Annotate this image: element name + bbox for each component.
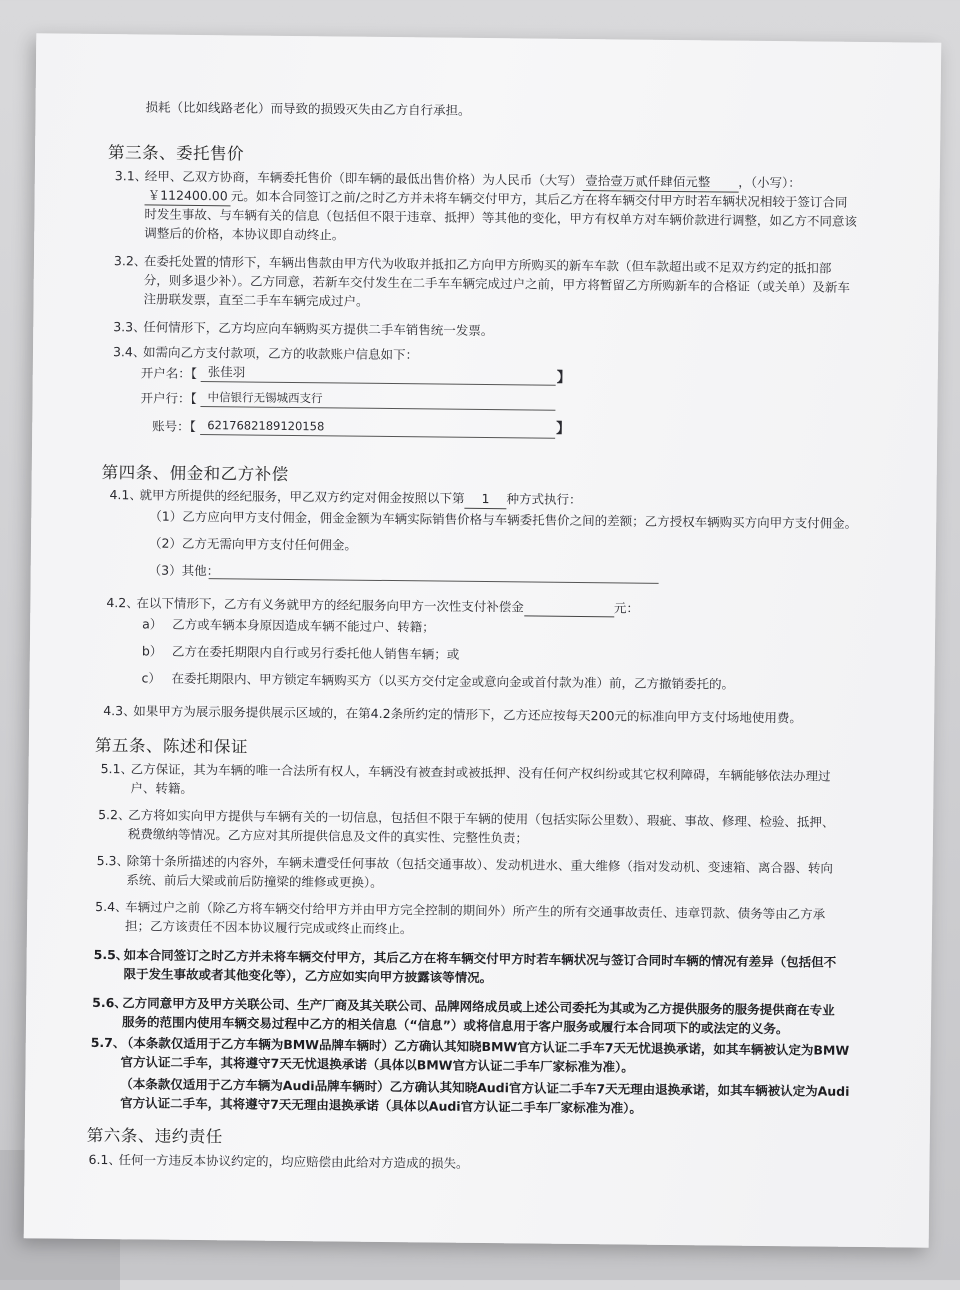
item-b-label: b） (141, 643, 163, 659)
item-c-label: c） (141, 670, 162, 686)
continued-line: 损耗（比如线路老化）而导致的损毁灭失由乙方自行承担。 (145, 99, 471, 118)
clause-6-1-text: 任何一方违反本协议约定的，均应赔偿由此给对方造成的损失。 (118, 1152, 469, 1171)
clause-4-2-number: 4.2、 (106, 595, 139, 611)
contract-page (24, 33, 942, 1247)
clause-3-1-text-b: ，（小写）： (738, 174, 801, 191)
clause-5-2-number: 5.2、 (98, 806, 131, 823)
clause-5-7-line-2: 官方认证二手车，其将遵守7天无忧退换承诺（具体以BMW官方认证二手车厂家标准为准）。 (120, 1054, 634, 1075)
clause-5-6-number: 5.6、 (92, 994, 127, 1011)
clause-3-1-line-4: 调整后的价格，本协议即自动终止。 (144, 225, 345, 243)
clause-5-7-number: 5.7、 (90, 1034, 126, 1051)
clause-4-3-number: 4.3、 (103, 703, 136, 719)
commission-option-2: （2）乙方无需向甲方支付任何佣金。 (148, 535, 358, 553)
clause-5-5-number: 5.5、 (93, 946, 129, 963)
clause-5-3-line-1: 除第十条所描述的内容外，车辆未遭受任何事故（包括交通事故）、发动机进水、重大维修（指对发动机、变速箱、离合器、转向 (126, 853, 833, 876)
contract-content (24, 33, 942, 1247)
clause-5-4-number: 5.4、 (95, 898, 128, 915)
compensation-amount-blank (524, 601, 614, 617)
account-name-label: 开户名：【 (140, 365, 198, 381)
clause-5-1-line-2: 户、转籍。 (130, 780, 194, 796)
clause-5-4-line-2: 担；乙方该责任不因本协议履行完成或终止而终止。 (124, 918, 413, 937)
clause-5-1-line-1: 乙方保证，其为车辆的唯一合法所有权人，车辆没有被查封或被抵押、没有任何产权纠纷或其它权利障碍，车辆能够依法办理过 (130, 761, 831, 784)
clause-5-3-number: 5.3、 (96, 852, 130, 869)
clause-6-1-number: 6.1、 (88, 1151, 122, 1168)
clause-5-2-line-2: 税费缴纳等情况。乙方应对其所提供信息及文件的真实性、完整性负责； (127, 826, 529, 846)
price-in-numbers: ￥112400.00 (145, 186, 231, 206)
commission-option-3: （3）其他： (148, 562, 220, 579)
item-a-label: a） (142, 616, 163, 632)
clause-3-2-number: 3.2、 (113, 253, 147, 269)
item-c-text: 在委托期限内、甲方锁定车辆购买方（以买方交付定金或意向金或首付款为准）前，乙方撤销委托的。 (171, 670, 735, 692)
commission-option-1: （1）乙方应向甲方支付佣金，佣金金额为车辆实际销售价格与车辆委托售价之间的差额；乙方授权车辆购买方向甲方支付佣金。 (149, 508, 858, 531)
clause-3-4-text: 如需向乙方支付款项，乙方的收款账户信息如下： (142, 344, 419, 363)
clause-4-1-text-b: 种方式执行： (506, 491, 582, 508)
account-name-underline (201, 381, 556, 386)
account-name-bracket: 】 (556, 369, 571, 386)
clause-5-3-line-2: 系统、前后大梁或前后防撞梁的维修或更换）。 (126, 872, 383, 890)
clause-4-1-text-a: 就甲方所提供的经纪服务，甲乙双方约定对佣金按照以下第 (139, 487, 465, 506)
commission-option-choice: 1 (464, 490, 506, 509)
clause-3-1-line-3: 时发生事故、与车辆有关的信息（包括但不限于违章、抵押）等其他的变化，甲方有权单方对车辆价款进行调整，如乙方不同意该 (144, 206, 858, 229)
section-4-title: 第四条、佣金和乙方补偿 (101, 463, 289, 484)
account-bank-value: 中信银行无锡城西支行 (207, 390, 323, 406)
clause-5-1-number: 5.1、 (100, 761, 134, 777)
clause-3-1-number: 3.1、 (114, 168, 148, 184)
account-number-underline (200, 434, 555, 439)
account-bank-label: 开户行：【 (140, 390, 197, 406)
clause-5-6-line-2: 服务的范围内使用车辆交易过程中乙方的相关信息（“信息”）或将信息用于客户服务或履行本合同项下的或法定的义务。 (121, 1014, 789, 1037)
section-6-title: 第六条、违约责任 (86, 1125, 223, 1147)
clause-3-3-text: 任何情形下，乙方均应向车辆购买方提供二手车销售统一发票。 (143, 319, 494, 339)
clause-3-1-text-c: 元。如本合同签订之前/之时乙方并未将车辆交付甲方，其后乙方在将车辆交付甲方时若车辆状况相较于签订合同 (230, 188, 848, 210)
clause-5-7-line-1: （本条款仅适用于乙方车辆为BMW品牌车辆时）乙方确认其知晓BMW官方认证二手车7天无忧退换承诺，如其车辆被认定为BMW (120, 1035, 850, 1058)
clause-5-7-line-4: 官方认证二手车，其将遵守7天无理由退换承诺（具体以Audi官方认证二手车厂家标准为准）。 (120, 1095, 642, 1116)
clause-3-2-line-1: 在委托处置的情形下，车辆出售款由甲方代为收取并抵扣乙方向甲方所购买的新车车款（但车款超出或不足双方约定的抵扣部 (143, 253, 832, 276)
clause-4-1-line (139, 486, 581, 510)
section-3-title: 第三条、委托售价 (107, 143, 245, 164)
clause-4-2-text-b: 元： (613, 600, 639, 616)
clause-4-2-line (136, 594, 639, 617)
clause-5-6-line-1: 乙方同意甲方及甲方关联公司、生产厂商及其关联公司、品牌网络成员或上述公司委托为其或为乙方提供服务的服务提供商在专业 (122, 995, 835, 1018)
clause-3-1-text-a: 经甲、乙双方协商，车辆委托售价（即车辆的最低出售价格）为人民币（大写） (144, 168, 583, 189)
account-number-bracket: 】 (556, 420, 571, 437)
clause-4-3-text: 如果甲方为展示服务提供展示区域的，在第4.2条所约定的情形下，乙方还应按每天200元的标准向甲方支付场地使用费。 (133, 703, 803, 726)
section-5-title: 第五条、陈述和保证 (94, 735, 248, 757)
price-in-words: 壹拾壹万贰仟肆佰元整 (582, 172, 738, 193)
commission-other-underline (209, 578, 659, 584)
clause-5-4-line-1: 车辆过户之前（除乙方将车辆交付给甲方并由甲方完全控制的期间外）所产生的所有交通事故责任、违章罚款、债务等由乙方承 (125, 899, 826, 922)
account-number-label: 账号：【 (152, 418, 197, 434)
clause-5-5-line-2: 限于发生事故或者其他变化等），乙方应如实向甲方披露该等情况。 (123, 966, 493, 986)
clause-4-2-text-a: 在以下情形下，乙方有义务就甲方的经纪服务向甲方一次性支付补偿金 (136, 595, 524, 615)
item-b-text: 乙方在委托期限内自行或另行委托他人销售车辆；或 (171, 643, 460, 662)
clause-3-4-number: 3.4、 (112, 344, 146, 360)
clause-3-3-number: 3.3、 (113, 319, 146, 335)
account-number-value: 6217682189120158 (207, 418, 325, 434)
clause-5-5-line-1: 如本合同签订之时乙方并未将车辆交付甲方，其后乙方在将车辆交付甲方时若车辆状况与签订合同时车辆的情况有差异（包括但不 (123, 947, 837, 970)
clause-3-2-line-3: 注册联发票，直至二手车车辆完成过户。 (143, 291, 369, 309)
account-bank-underline (200, 406, 555, 411)
clause-4-1-number: 4.1、 (109, 487, 142, 503)
clause-3-2-line-2: 分，则多退少补）。乙方同意，若新车交付发生在二手车车辆完成过户之前，甲方将暂留乙方所购新车的合格证（或关单）及新车 (143, 272, 851, 295)
clause-5-2-line-1: 乙方将如实向甲方提供与车辆有关的一切信息，包括但不限于车辆的使用（包括实际公里数）、瑕疵、事故、修理、检验、抵押、 (128, 807, 835, 830)
account-name-value: 张佳羽 (207, 364, 246, 380)
clause-5-7-line-3: （本条款仅适用于乙方车辆为Audi品牌车辆时）乙方确认其知晓Audi官方认证二手车7天无理由退换承诺，如其车辆被认定为Audi (120, 1076, 850, 1099)
item-a-text: 乙方或车辆本身原因造成车辆不能过户、转籍； (172, 616, 435, 635)
